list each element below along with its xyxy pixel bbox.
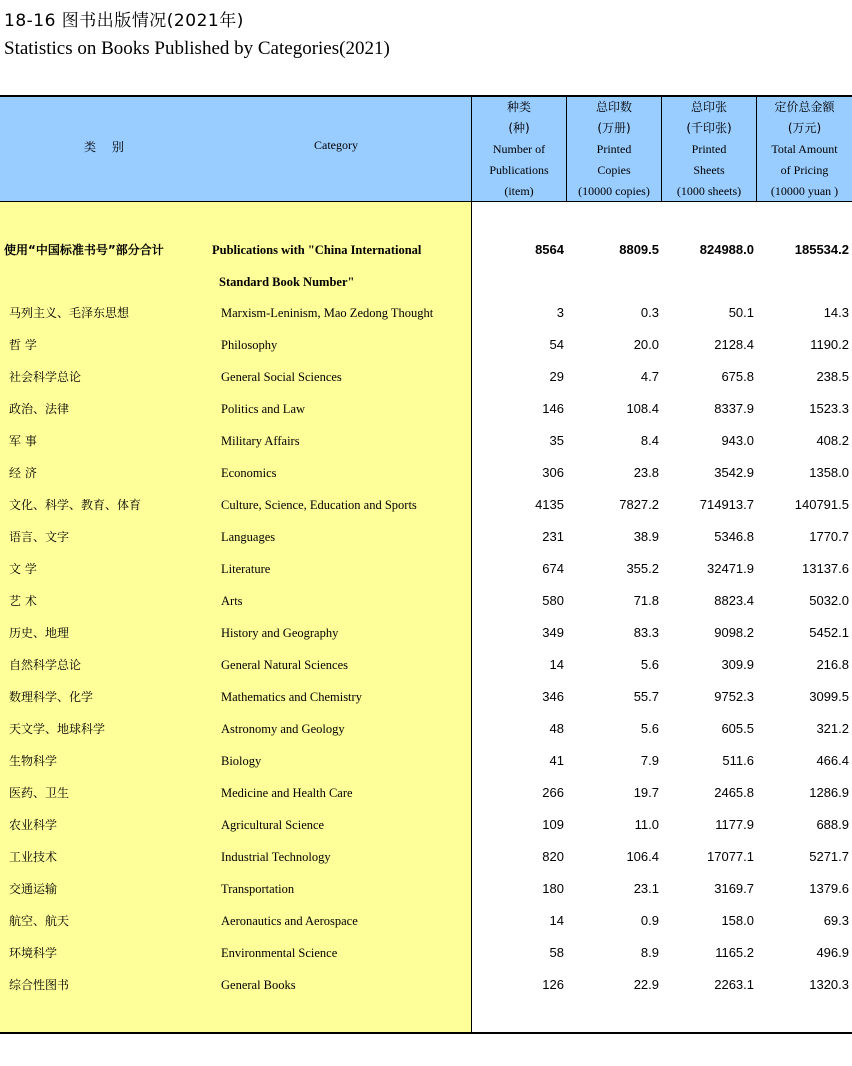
category-en: Mathematics and Chemistry xyxy=(221,690,362,704)
publications-cell: 126 xyxy=(542,977,564,992)
copies-cell: 71.8 xyxy=(633,593,659,608)
header-line: Publications xyxy=(489,163,549,177)
header-line: Printed xyxy=(691,142,727,156)
table-row xyxy=(0,393,852,425)
category-en: Environmental Science xyxy=(221,946,338,960)
category-en: Marxism-Leninism, Mao Zedong Thought xyxy=(221,306,434,320)
copies-cell: 23.1 xyxy=(633,881,659,896)
table-row xyxy=(0,457,852,489)
header-line: Printed xyxy=(596,142,632,156)
pricing-cell: 1320.3 xyxy=(809,977,849,992)
publications-cell: 4135 xyxy=(535,497,564,512)
header-line: of Pricing xyxy=(780,163,829,177)
copies-header xyxy=(567,97,661,201)
publications-cell: 231 xyxy=(542,529,564,544)
sheets-cell: 1177.9 xyxy=(715,817,754,832)
copies-cell: 5.6 xyxy=(640,657,659,672)
table-row xyxy=(0,489,852,521)
category-en: Philosophy xyxy=(221,338,278,352)
header-line: Number of xyxy=(492,142,546,156)
copies-cell: 20.0 xyxy=(633,337,659,352)
publications-cell: 35 xyxy=(549,433,564,448)
publications-cell: 29 xyxy=(549,369,564,384)
table-bottom-border xyxy=(0,1032,852,1034)
sheets-cell: 50.1 xyxy=(728,305,754,320)
table-row xyxy=(0,745,852,777)
header-line: (万册) xyxy=(597,121,631,135)
header-line: 总印数 xyxy=(595,100,632,114)
sheets-cell: 605.5 xyxy=(721,721,754,736)
total-label-en-line2: Standard Book Number" xyxy=(219,275,355,289)
header-line: (10000 yuan ) xyxy=(770,184,839,198)
pricing-cell: 1286.9 xyxy=(809,785,849,800)
category-cn: 马列主义、毛泽东思想 xyxy=(9,306,130,320)
category-header-cn: 类 别 xyxy=(84,140,130,154)
copies-cell: 23.8 xyxy=(633,465,659,480)
copies-cell: 55.7 xyxy=(633,689,659,704)
category-cn: 交通运输 xyxy=(9,882,58,896)
category-en: Politics and Law xyxy=(221,402,306,416)
pricing-cell: 5452.1 xyxy=(809,625,849,640)
category-cn: 艺 术 xyxy=(9,594,37,608)
publications-cell: 54 xyxy=(549,337,564,352)
sheets-cell: 3169.7 xyxy=(714,881,754,896)
category-cn: 文 学 xyxy=(9,562,37,576)
copies-cell: 355.2 xyxy=(626,561,659,576)
category-en: Astronomy and Geology xyxy=(221,722,345,736)
category-en: Transportation xyxy=(221,882,295,896)
category-cn: 社会科学总论 xyxy=(9,370,82,384)
sheets-cell: 1165.2 xyxy=(715,945,754,960)
sheets-cell: 9752.3 xyxy=(714,689,754,704)
sheets-cell: 32471.9 xyxy=(707,561,754,576)
category-en: General Natural Sciences xyxy=(221,658,349,672)
pricing-cell: 1379.6 xyxy=(809,881,849,896)
sheets-cell: 309.9 xyxy=(721,657,754,672)
total-sheets: 824988.0 xyxy=(699,242,754,257)
table-row xyxy=(0,841,852,873)
copies-cell: 19.7 xyxy=(633,785,659,800)
category-en: Languages xyxy=(221,530,276,544)
category-cn: 经 济 xyxy=(9,466,37,480)
sheets-cell: 2465.8 xyxy=(714,785,754,800)
copies-cell: 8.9 xyxy=(640,945,659,960)
category-cn: 环境科学 xyxy=(9,946,58,960)
sheets-cell: 158.0 xyxy=(721,913,754,928)
header-line: Sheets xyxy=(693,163,725,177)
pricing-cell: 5271.7 xyxy=(809,849,849,864)
pricing-cell: 408.2 xyxy=(816,433,849,448)
pricing-cell: 238.5 xyxy=(816,369,849,384)
category-en: Military Affairs xyxy=(221,434,300,448)
publications-cell: 109 xyxy=(542,817,564,832)
publications-cell: 58 xyxy=(549,945,564,960)
publications-cell: 180 xyxy=(542,881,564,896)
pricing-header xyxy=(757,97,852,201)
pricing-cell: 496.9 xyxy=(816,945,849,960)
category-cn: 综合性图书 xyxy=(9,978,70,992)
copies-cell: 5.6 xyxy=(640,721,659,736)
copies-cell: 22.9 xyxy=(633,977,659,992)
publications-header xyxy=(472,97,566,201)
table-row xyxy=(0,777,852,809)
category-cn: 工业技术 xyxy=(9,850,58,864)
header-line: 定价总金额 xyxy=(774,100,835,114)
category-en: Culture, Science, Education and Sports xyxy=(221,498,417,512)
table-header xyxy=(0,97,852,201)
sheets-cell: 943.0 xyxy=(721,433,754,448)
category-cn: 哲 学 xyxy=(9,338,37,352)
title-chinese: 18-16 图书出版情况(2021年) xyxy=(4,11,244,31)
copies-cell: 8.4 xyxy=(640,433,659,448)
category-cn: 数理科学、化学 xyxy=(9,690,94,704)
copies-cell: 7827.2 xyxy=(619,497,659,512)
table-row xyxy=(0,681,852,713)
publications-cell: 3 xyxy=(556,305,564,320)
category-en: Literature xyxy=(221,562,271,576)
table-row xyxy=(0,873,852,905)
category-cn: 生物科学 xyxy=(9,754,58,768)
copies-cell: 106.4 xyxy=(626,849,659,864)
table-row xyxy=(0,553,852,585)
category-cn: 历史、地理 xyxy=(9,626,70,640)
total-copies: 8809.5 xyxy=(619,242,659,257)
category-cn: 自然科学总论 xyxy=(9,658,82,672)
category-cn: 军 事 xyxy=(9,434,37,448)
publications-cell: 48 xyxy=(549,721,564,736)
header-line: Copies xyxy=(597,163,631,177)
copies-cell: 0.3 xyxy=(640,305,659,320)
sheets-cell: 2263.1 xyxy=(714,977,754,992)
header-line: (万元) xyxy=(787,121,822,135)
sheets-cell: 675.8 xyxy=(721,369,754,384)
publications-cell: 349 xyxy=(542,625,564,640)
pricing-cell: 1770.7 xyxy=(809,529,849,544)
copies-cell: 11.0 xyxy=(634,817,659,832)
category-en: General Books xyxy=(221,978,296,992)
category-en: Aeronautics and Aerospace xyxy=(221,914,358,928)
category-en: Economics xyxy=(221,466,277,480)
total-label-en: Publications with "China International xyxy=(212,243,422,257)
category-cn: 天文学、地球科学 xyxy=(9,722,106,736)
category-en: General Social Sciences xyxy=(221,370,342,384)
copies-cell: 4.7 xyxy=(640,369,659,384)
table-row xyxy=(0,809,852,841)
sheets-header xyxy=(662,97,756,201)
publications-cell: 14 xyxy=(549,913,564,928)
header-line: Total Amount xyxy=(771,142,838,156)
category-en: Agricultural Science xyxy=(221,818,325,832)
pricing-cell: 69.3 xyxy=(823,913,849,928)
publications-cell: 41 xyxy=(549,753,564,768)
sheets-cell: 8337.9 xyxy=(714,401,754,416)
publications-cell: 306 xyxy=(542,465,564,480)
category-en: Medicine and Health Care xyxy=(221,786,353,800)
sheets-cell: 2128.4 xyxy=(714,337,754,352)
publications-cell: 580 xyxy=(542,593,564,608)
pricing-cell: 5032.0 xyxy=(809,593,849,608)
table-row xyxy=(0,937,852,969)
publications-cell: 266 xyxy=(542,785,564,800)
table-row xyxy=(0,425,852,457)
table-row xyxy=(0,521,852,553)
table-row xyxy=(0,361,852,393)
pricing-cell: 3099.5 xyxy=(809,689,849,704)
pricing-cell: 14.3 xyxy=(823,305,849,320)
total-row xyxy=(0,234,852,266)
total-publications: 8564 xyxy=(535,242,564,257)
pricing-cell: 688.9 xyxy=(816,817,849,832)
table-row xyxy=(0,905,852,937)
header-line: 总印张 xyxy=(690,100,727,114)
sheets-cell: 9098.2 xyxy=(714,625,754,640)
publications-cell: 146 xyxy=(542,401,564,416)
sheets-cell: 17077.1 xyxy=(707,849,754,864)
category-en: History and Geography xyxy=(221,626,339,640)
header-line: (10000 copies) xyxy=(578,184,650,198)
table-row xyxy=(0,617,852,649)
category-cn: 文化、科学、教育、体育 xyxy=(9,498,142,512)
header-line: (千印张) xyxy=(686,121,732,135)
category-cn: 语言、文字 xyxy=(9,530,70,544)
header-line: (种) xyxy=(508,121,530,135)
category-en: Arts xyxy=(221,594,243,608)
sheets-cell: 5346.8 xyxy=(714,529,754,544)
pricing-cell: 321.2 xyxy=(816,721,849,736)
table-row xyxy=(0,297,852,329)
pricing-cell: 140791.5 xyxy=(794,497,849,512)
publications-cell: 674 xyxy=(542,561,564,576)
copies-cell: 108.4 xyxy=(626,401,659,416)
category-en: Biology xyxy=(221,754,262,768)
total-label-cn: 使用“中国标准书号”部分合计 xyxy=(4,243,164,257)
copies-cell: 83.3 xyxy=(633,625,659,640)
copies-cell: 38.9 xyxy=(633,529,659,544)
header-line: 种类 xyxy=(506,100,531,114)
category-en: Industrial Technology xyxy=(221,850,331,864)
table-row xyxy=(0,969,852,1001)
category-header-en: Category xyxy=(314,138,358,152)
total-pricing: 185534.2 xyxy=(794,242,849,257)
category-cn: 航空、航天 xyxy=(9,914,70,928)
pricing-cell: 13137.6 xyxy=(802,561,849,576)
category-cn: 农业科学 xyxy=(9,818,58,832)
sheets-cell: 511.6 xyxy=(722,753,754,768)
publications-cell: 14 xyxy=(549,657,564,672)
table-row xyxy=(0,329,852,361)
pricing-cell: 1358.0 xyxy=(809,465,849,480)
pricing-cell: 466.4 xyxy=(816,753,849,768)
category-cn: 医药、卫生 xyxy=(9,786,70,800)
category-cn: 政治、法律 xyxy=(9,402,70,416)
sheets-cell: 714913.7 xyxy=(699,497,754,512)
copies-cell: 7.9 xyxy=(640,753,659,768)
pricing-cell: 1523.3 xyxy=(809,401,849,416)
pricing-cell: 216.8 xyxy=(816,657,849,672)
table-row xyxy=(0,649,852,681)
publications-cell: 346 xyxy=(542,689,564,704)
title-english: Statistics on Books Published by Categories(2021) xyxy=(4,38,390,59)
table-row xyxy=(0,585,852,617)
copies-cell: 0.9 xyxy=(640,913,659,928)
pricing-cell: 1190.2 xyxy=(810,337,849,352)
sheets-cell: 3542.9 xyxy=(714,465,754,480)
sheets-cell: 8823.4 xyxy=(714,593,754,608)
publications-cell: 820 xyxy=(542,849,564,864)
header-line: (item) xyxy=(504,184,534,198)
table-row xyxy=(0,713,852,745)
header-line: (1000 sheets) xyxy=(676,184,742,198)
